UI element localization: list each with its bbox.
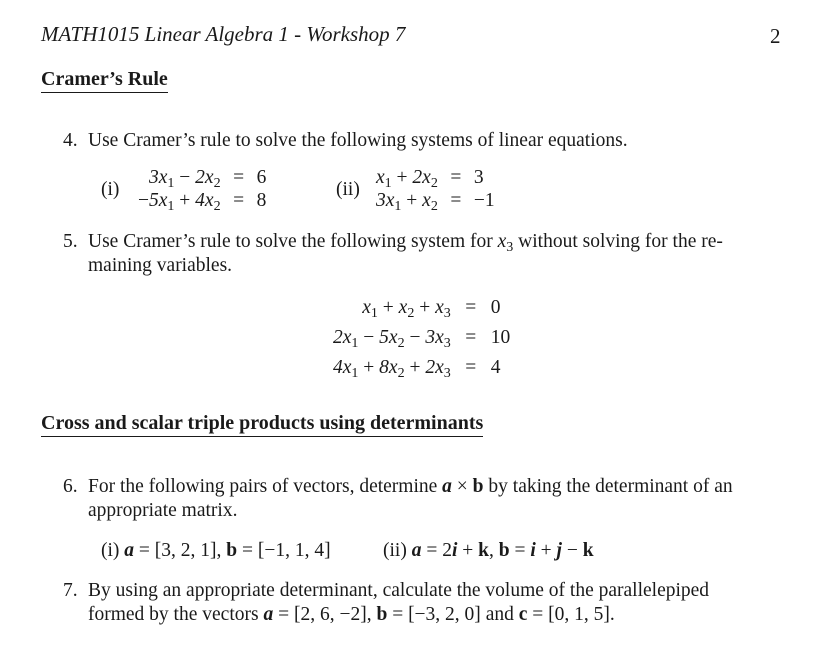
equation-rhs: 3 xyxy=(473,167,484,188)
equation-row: $-5x_1 + 4x_2$ = 8 xyxy=(138,190,267,214)
question-6-number: 6. xyxy=(63,476,78,497)
question-6-text-a: For the following pairs of vectors, determine xyxy=(88,476,438,497)
q7-vector-a: [2, 6, −2], xyxy=(293,604,372,625)
document-header: MATH1015 Linear Algebra 1 - Workshop 7 xyxy=(41,22,406,46)
equation-rhs: −1 xyxy=(473,190,495,211)
question-7-text-line2: formed by the vectors a = [2, 6, −2], b = [−3, 2, 0] and c = [0, 1, 5]. xyxy=(88,604,615,625)
q4-system-i xyxy=(138,166,266,212)
q6-part-i: (i) a = [3, 2, 1], b = [−1, 1, 4] xyxy=(101,540,331,561)
q6-vector-a: [3, 2, 1], xyxy=(154,540,222,561)
q4-system-ii xyxy=(376,166,495,212)
page-number: 2 xyxy=(770,24,781,48)
section-title-cross-products: Cross and scalar triple products using determinants xyxy=(41,412,483,437)
q7-vector-b: [−3, 2, 0] xyxy=(408,604,481,625)
question-7-number: 7. xyxy=(63,580,78,601)
section-title-cramers-rule: Cramer’s Rule xyxy=(41,68,168,93)
question-5-text-line1: Use Cramer’s rule to solve the following system for $x_3$ without solving for the re- xyxy=(88,231,723,255)
q4-label-i: (i) xyxy=(101,179,120,200)
question-5-text-line2: maining variables. xyxy=(88,255,233,276)
question-7-text-b: formed by the vectors xyxy=(88,604,259,625)
equation-row: $3x_1 - 2x_2$ = 6 xyxy=(149,167,267,191)
equation-rhs: 0 xyxy=(490,297,501,318)
question-6-text-line1: For the following pairs of vectors, determine a × b by taking the determinant of an xyxy=(88,476,733,497)
q5-system xyxy=(333,293,510,383)
equation-row: $2x_1 - 5x_2 - 3x_3$ = 10 xyxy=(333,323,510,353)
question-6-text-b: by taking the determinant of an xyxy=(488,476,733,497)
q6-part-ii: (ii) a = 2i + k, b = i + j − k xyxy=(383,540,594,561)
question-4-number: 4. xyxy=(63,130,78,151)
q7-conjunction: and xyxy=(485,604,514,625)
equation-rhs: 4 xyxy=(490,357,501,378)
question-5-text-a: Use Cramer’s rule to solve the following system for xyxy=(88,231,493,252)
equation-rhs: 6 xyxy=(256,167,267,188)
equation-row: $3x_1 + x_2$ = −1 xyxy=(376,190,495,214)
question-6-text-line2: appropriate matrix. xyxy=(88,500,238,521)
equation-row: $x_1 + x_2 + x_3$ = 0 xyxy=(333,293,510,323)
q6-vector-b: [−1, 1, 4] xyxy=(257,540,331,561)
equation-rhs: 8 xyxy=(256,190,267,211)
q6-label-i: (i) xyxy=(101,540,120,561)
question-5-text-b: without solving for the re- xyxy=(518,231,723,252)
question-4-text: Use Cramer’s rule to solve the following systems of linear equations. xyxy=(88,130,628,151)
q7-vector-c: [0, 1, 5]. xyxy=(548,604,615,625)
equation-rhs: 10 xyxy=(490,327,511,348)
question-7-text-line1: By using an appropriate determinant, calculate the volume of the parallelepiped xyxy=(88,580,710,601)
question-5-number: 5. xyxy=(63,231,78,252)
equation-row: $x_1 + 2x_2$ = 3 xyxy=(376,166,495,189)
q6-label-ii: (ii) xyxy=(383,540,407,561)
q4-label-ii: (ii) xyxy=(336,179,360,200)
equation-row: $4x_1 + 8x_2 + 2x_3$ = 4 xyxy=(333,353,510,383)
